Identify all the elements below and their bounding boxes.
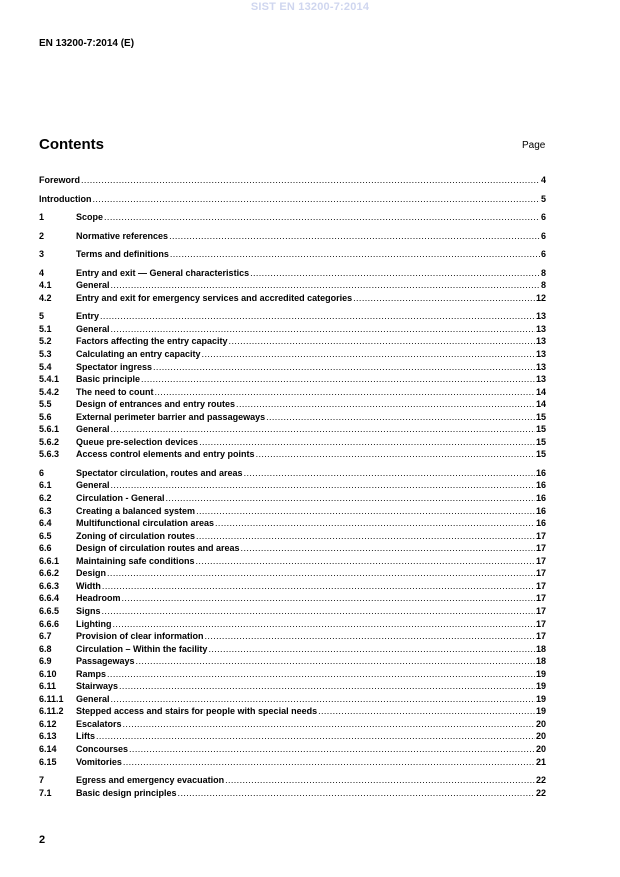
- toc-entry-page: 21: [535, 756, 546, 767]
- toc-entry-line: [76, 437, 546, 448]
- toc-entry-number: 2: [39, 230, 45, 241]
- toc-entry-number: 5.4.2: [39, 386, 60, 397]
- toc-entry-page: 17: [535, 580, 546, 591]
- toc-entry-page: 13: [535, 349, 546, 360]
- toc-entry-number: 6.15: [39, 756, 57, 767]
- toc-entry-number: 4.1: [39, 280, 52, 291]
- toc-entry[interactable]: [39, 543, 546, 556]
- toc-entry-number: 4.2: [39, 292, 52, 303]
- toc-entry-number: 5.4: [39, 361, 52, 372]
- toc-entry-number: 6.6.3: [39, 580, 60, 591]
- toc-entry-line: [39, 175, 546, 186]
- toc-entry-page: 4: [540, 175, 546, 185]
- toc-entry-line: [76, 581, 546, 592]
- toc-entry[interactable]: [39, 493, 546, 506]
- document-id: EN 13200-7:2014 (E): [39, 38, 135, 49]
- toc-entry-number: 6.11: [39, 681, 57, 692]
- toc-entry-line: [76, 506, 546, 517]
- dot-leader: [81, 175, 540, 186]
- toc-entry[interactable]: [39, 324, 546, 337]
- dot-leader: [93, 194, 540, 205]
- toc-entry-line: [76, 362, 546, 373]
- toc-entry-page: 16: [535, 518, 546, 529]
- toc-entry-page: 16: [535, 493, 546, 504]
- dot-leader: [229, 336, 535, 347]
- toc-entry-title: Basic design principles: [76, 787, 177, 798]
- toc-entry-title: Spectator ingress: [76, 361, 153, 372]
- toc-entry-number: 6.3: [39, 505, 52, 516]
- dot-leader: [241, 543, 535, 554]
- toc-entry[interactable]: [39, 719, 546, 732]
- toc-entry-page: 19: [535, 681, 546, 692]
- toc-entry[interactable]: [39, 788, 546, 801]
- toc-entry[interactable]: [39, 311, 546, 324]
- toc-entry-number: 3: [39, 249, 45, 260]
- toc-entry-line: [76, 374, 546, 385]
- toc-entry-title: Escalators: [76, 718, 122, 729]
- toc-entry-number: 5.5: [39, 399, 52, 410]
- toc-entry-page: 6: [540, 212, 546, 223]
- toc-entry-line: [76, 619, 546, 630]
- toc-entry-page: 6: [540, 230, 546, 241]
- dot-leader: [102, 581, 535, 592]
- toc-entry-page: 14: [535, 386, 546, 397]
- toc-entry[interactable]: [39, 293, 546, 306]
- toc-entry-title: Scope: [76, 212, 104, 223]
- toc-entry-page: 16: [535, 480, 546, 491]
- dot-leader: [129, 744, 535, 755]
- toc-entry-number: 5.4.1: [39, 374, 60, 385]
- dot-leader: [111, 694, 535, 705]
- dot-leader: [225, 775, 535, 786]
- toc-entry[interactable]: [39, 437, 546, 450]
- dot-leader: [266, 412, 535, 423]
- toc-entry-number: 6.6.1: [39, 555, 60, 566]
- toc-entry-title: Vomitories: [76, 756, 122, 767]
- toc-entry-title: Multifunctional circulation areas: [76, 518, 215, 529]
- toc-entry[interactable]: [39, 399, 546, 412]
- toc-entry-line: [76, 744, 546, 755]
- toc-entry-number: 6.1: [39, 480, 52, 491]
- toc-entry-line: [76, 731, 546, 742]
- toc-entry-number: 6.6.2: [39, 568, 60, 579]
- toc-entry-page: 22: [535, 775, 546, 786]
- toc-entry-line: [76, 280, 546, 291]
- toc-entry-number: 6.7: [39, 631, 52, 642]
- dot-leader: [111, 280, 540, 291]
- toc-entry-title: Factors affecting the entry capacity: [76, 336, 228, 347]
- toc-entry-page: 15: [535, 424, 546, 435]
- toc-entry[interactable]: [39, 531, 546, 544]
- toc-entry-page: 17: [535, 568, 546, 579]
- toc-entry-line: [76, 775, 546, 786]
- toc-entry-title: Creating a balanced system: [76, 505, 196, 516]
- toc-entry-number: 6.6: [39, 543, 52, 554]
- toc-entry-number: 6.6.5: [39, 605, 60, 616]
- toc-entry-page: 14: [535, 399, 546, 410]
- toc-entry-page: 17: [535, 530, 546, 541]
- dot-leader: [96, 731, 535, 742]
- toc-entry[interactable]: [39, 644, 546, 657]
- dot-leader: [215, 518, 535, 529]
- dot-leader: [353, 293, 535, 304]
- toc-entry-line: [76, 531, 546, 542]
- dot-leader: [236, 399, 535, 410]
- toc-entry-line: [76, 249, 546, 260]
- toc-entry-title: General: [76, 323, 110, 334]
- toc-entry-number: 6.12: [39, 718, 57, 729]
- toc-entry[interactable]: [39, 212, 546, 225]
- toc-entry-line: [76, 293, 546, 304]
- toc-entry-page: 20: [535, 743, 546, 754]
- page-number: 2: [39, 834, 46, 846]
- toc-entry-title: Design: [76, 568, 107, 579]
- dot-leader: [256, 449, 535, 460]
- toc-entry-line: [76, 387, 546, 398]
- toc-entry-title: Lifts: [76, 731, 95, 742]
- dot-leader: [111, 480, 535, 491]
- page-column-label: Page: [522, 140, 546, 151]
- toc-entry-number: 5.6.1: [39, 424, 60, 435]
- toc-entry[interactable]: [39, 449, 546, 462]
- toc-entry[interactable]: [39, 619, 546, 632]
- toc-entry-page: 17: [535, 631, 546, 642]
- toc-entry-title: General: [76, 424, 110, 435]
- toc-entry-page: 12: [535, 292, 546, 303]
- toc-entry[interactable]: [39, 506, 546, 519]
- toc-entry-title: Egress and emergency evacuation: [76, 775, 225, 786]
- toc-entry-title: Calculating an entry capacity: [76, 349, 201, 360]
- toc-entry-line: [76, 719, 546, 730]
- toc-entry-title: Signs: [76, 605, 101, 616]
- toc-entry-page: 6: [540, 249, 546, 260]
- toc-entry-title: General: [76, 480, 110, 491]
- toc-entry-page: 15: [535, 436, 546, 447]
- toc-entry-page: 13: [535, 361, 546, 372]
- toc-entry-number: 6.13: [39, 731, 57, 742]
- toc-entry-title: Design of circulation routes and areas: [76, 543, 240, 554]
- dot-leader: [107, 568, 535, 579]
- table-of-contents: [39, 175, 546, 800]
- toc-entry[interactable]: [39, 349, 546, 362]
- toc-entry-title: Design of entrances and entry routes: [76, 399, 236, 410]
- toc-entry-number: 6.6.6: [39, 618, 60, 629]
- toc-entry-title: Provision of clear information: [76, 631, 204, 642]
- toc-entry-line: [76, 480, 546, 491]
- toc-entry[interactable]: [39, 656, 546, 669]
- toc-entry-title: Zoning of circulation routes: [76, 530, 195, 541]
- toc-entry-page: 15: [535, 411, 546, 422]
- toc-entry[interactable]: [39, 731, 546, 744]
- dot-leader: [123, 757, 535, 768]
- toc-entry-title: Foreword: [39, 175, 81, 185]
- toc-entry-number: 5.6: [39, 411, 52, 422]
- toc-entry-line: [76, 311, 546, 322]
- dot-leader: [123, 719, 535, 730]
- toc-entry-title: Stairways: [76, 681, 119, 692]
- toc-entry[interactable]: [39, 775, 546, 788]
- toc-entry-line: [76, 349, 546, 360]
- toc-entry-number: 6.10: [39, 668, 57, 679]
- toc-entry-page: 19: [535, 668, 546, 679]
- toc-entry[interactable]: [39, 362, 546, 375]
- toc-entry[interactable]: [39, 556, 546, 569]
- toc-entry-page: 16: [535, 467, 546, 478]
- toc-entry-line: [76, 449, 546, 460]
- dot-leader: [113, 619, 535, 630]
- toc-entry-title: Ramps: [76, 668, 107, 679]
- toc-entry-line: [76, 399, 546, 410]
- toc-entry-title: Access control elements and entry points: [76, 449, 255, 460]
- toc-entry-number: 7.1: [39, 787, 52, 798]
- dot-leader: [318, 706, 535, 717]
- dot-leader: [104, 212, 540, 223]
- toc-entry-number: 6.8: [39, 643, 52, 654]
- toc-entry-title: Width: [76, 580, 101, 591]
- dot-leader: [196, 531, 535, 542]
- dot-leader: [136, 656, 535, 667]
- toc-entry[interactable]: [39, 581, 546, 594]
- dot-leader: [196, 556, 535, 567]
- toc-entry-number: 5.2: [39, 336, 52, 347]
- toc-entry-line: [76, 788, 546, 799]
- toc-entry-number: 6.11.1: [39, 693, 64, 704]
- toc-entry-page: 5: [540, 193, 546, 204]
- toc-entry-line: [76, 656, 546, 667]
- toc-entry[interactable]: [39, 336, 546, 349]
- toc-entry[interactable]: [39, 706, 546, 719]
- toc-entry-title: Normative references: [76, 230, 169, 241]
- toc-entry-line: [76, 757, 546, 768]
- dot-leader: [202, 349, 535, 360]
- toc-entry[interactable]: [39, 175, 546, 188]
- toc-entry-page: 20: [535, 718, 546, 729]
- toc-entry-page: 18: [535, 656, 546, 667]
- dot-leader: [250, 268, 540, 279]
- toc-entry-page: 17: [535, 605, 546, 616]
- toc-entry[interactable]: [39, 606, 546, 619]
- toc-entry-line: [76, 606, 546, 617]
- toc-entry[interactable]: [39, 231, 546, 244]
- toc-entry-number: 6.14: [39, 743, 57, 754]
- toc-entry-line: [76, 681, 546, 692]
- toc-entry-page: 19: [535, 706, 546, 717]
- toc-entry[interactable]: [39, 568, 546, 581]
- dot-leader: [141, 374, 535, 385]
- toc-entry-line: [76, 593, 546, 604]
- toc-entry-line: [76, 694, 546, 705]
- toc-entry-title: Passageways: [76, 656, 135, 667]
- toc-entry-number: 6.2: [39, 493, 52, 504]
- toc-entry-line: [76, 556, 546, 567]
- toc-entry-page: 13: [535, 323, 546, 334]
- dot-leader: [111, 324, 535, 335]
- toc-entry-title: Queue pre-selection devices: [76, 436, 199, 447]
- toc-entry-page: 8: [540, 280, 546, 291]
- toc-entry-number: 5.1: [39, 323, 52, 334]
- toc-entry[interactable]: [39, 468, 546, 481]
- toc-entry-title: Entry: [76, 311, 100, 322]
- toc-entry-number: 6.9: [39, 656, 52, 667]
- page-title: Contents: [39, 136, 104, 153]
- toc-entry-page: 18: [535, 643, 546, 654]
- toc-entry-title: Circulation - General: [76, 493, 165, 504]
- toc-entry-line: [76, 669, 546, 680]
- toc-entry-page: 16: [535, 505, 546, 516]
- toc-entry-number: 6.4: [39, 518, 52, 529]
- dot-leader: [119, 681, 535, 692]
- toc-entry-page: 15: [535, 449, 546, 460]
- toc-entry-title: General: [76, 693, 110, 704]
- toc-entry-number: 5.6.3: [39, 449, 60, 460]
- toc-entry-title: Introduction: [39, 193, 92, 204]
- toc-entry[interactable]: [39, 424, 546, 437]
- dot-leader: [244, 468, 535, 479]
- toc-entry-page: 20: [535, 731, 546, 742]
- toc-entry-title: Concourses: [76, 743, 129, 754]
- toc-entry-number: 7: [39, 775, 45, 786]
- dot-leader: [169, 231, 540, 242]
- dot-leader: [100, 311, 535, 322]
- dot-leader: [178, 788, 535, 799]
- toc-entry-title: Spectator circulation, routes and areas: [76, 467, 243, 478]
- toc-entry-line: [76, 324, 546, 335]
- dot-leader: [196, 506, 535, 517]
- toc-entry-number: 4: [39, 267, 45, 278]
- dot-leader: [208, 644, 535, 655]
- toc-entry-title: Stepped access and stairs for people with special needs: [76, 706, 318, 717]
- dot-leader: [205, 631, 535, 642]
- toc-entry-line: [76, 424, 546, 435]
- dot-leader: [102, 606, 535, 617]
- dot-leader: [122, 593, 535, 604]
- toc-entry[interactable]: [39, 280, 546, 293]
- toc-entry[interactable]: [39, 374, 546, 387]
- toc-entry-line: [76, 543, 546, 554]
- toc-entry-line: [76, 231, 546, 242]
- toc-entry-line: [76, 568, 546, 579]
- dot-leader: [155, 387, 535, 398]
- toc-entry-title: Headroom: [76, 593, 121, 604]
- toc-entry-line: [76, 706, 546, 717]
- toc-entry-number: 5: [39, 311, 45, 322]
- toc-entry-title: Basic principle: [76, 374, 141, 385]
- toc-entry-line: [76, 212, 546, 223]
- dot-leader: [111, 424, 535, 435]
- toc-entry-page: 13: [535, 336, 546, 347]
- toc-entry-title: Circulation – Within the facility: [76, 643, 208, 654]
- toc-entry-page: 22: [535, 787, 546, 798]
- toc-entry-number: 6.5: [39, 530, 52, 541]
- toc-entry-page: 17: [535, 543, 546, 554]
- toc-entry[interactable]: [39, 480, 546, 493]
- toc-entry[interactable]: [39, 681, 546, 694]
- toc-entry-page: 8: [540, 267, 546, 278]
- toc-entry-line: [76, 336, 546, 347]
- toc-entry-title: External perimeter barrier and passageways: [76, 411, 266, 422]
- toc-entry[interactable]: [39, 518, 546, 531]
- toc-entry-number: 1: [39, 212, 45, 223]
- toc-entry-title: Lighting: [76, 618, 112, 629]
- toc-entry-line: [76, 412, 546, 423]
- toc-entry[interactable]: [39, 631, 546, 644]
- toc-entry[interactable]: [39, 387, 546, 400]
- toc-entry-number: 6.6.4: [39, 593, 60, 604]
- toc-entry[interactable]: [39, 744, 546, 757]
- toc-entry-title: General: [76, 280, 110, 291]
- toc-entry[interactable]: [39, 268, 546, 281]
- toc-entry-number: 5.3: [39, 349, 52, 360]
- toc-entry-page: 17: [535, 593, 546, 604]
- dot-leader: [107, 669, 535, 680]
- toc-entry-number: 6.11.2: [39, 706, 64, 717]
- toc-entry[interactable]: [39, 694, 546, 707]
- toc-entry-title: Entry and exit for emergency services and accredited categories: [76, 292, 353, 303]
- toc-entry[interactable]: [39, 194, 546, 207]
- toc-entry-title: The need to count: [76, 386, 154, 397]
- toc-entry-page: 13: [535, 311, 546, 322]
- toc-entry-line: [76, 268, 546, 279]
- toc-entry-line: [39, 194, 546, 205]
- toc-entry-page: 19: [535, 693, 546, 704]
- toc-entry-line: [76, 518, 546, 529]
- toc-entry[interactable]: [39, 412, 546, 425]
- toc-entry-line: [76, 644, 546, 655]
- toc-entry-number: 5.6.2: [39, 436, 60, 447]
- dot-leader: [153, 362, 535, 373]
- toc-entry-page: 17: [535, 555, 546, 566]
- toc-entry-line: [76, 493, 546, 504]
- dot-leader: [199, 437, 535, 448]
- toc-entry-title: Maintaining safe conditions: [76, 555, 195, 566]
- toc-entry-title: Terms and definitions: [76, 249, 169, 260]
- dot-leader: [166, 493, 535, 504]
- toc-entry-line: [76, 631, 546, 642]
- toc-entry[interactable]: [39, 757, 546, 770]
- toc-entry-title: Entry and exit — General characteristics: [76, 267, 250, 278]
- toc-entry[interactable]: [39, 669, 546, 682]
- toc-entry[interactable]: [39, 249, 546, 262]
- toc-entry[interactable]: [39, 593, 546, 606]
- toc-entry-line: [76, 468, 546, 479]
- toc-entry-number: 6: [39, 467, 45, 478]
- toc-entry-page: 13: [535, 374, 546, 385]
- toc-entry-page: 17: [535, 618, 546, 629]
- watermark: SIST EN 13200-7:2014: [250, 1, 370, 13]
- dot-leader: [170, 249, 540, 260]
